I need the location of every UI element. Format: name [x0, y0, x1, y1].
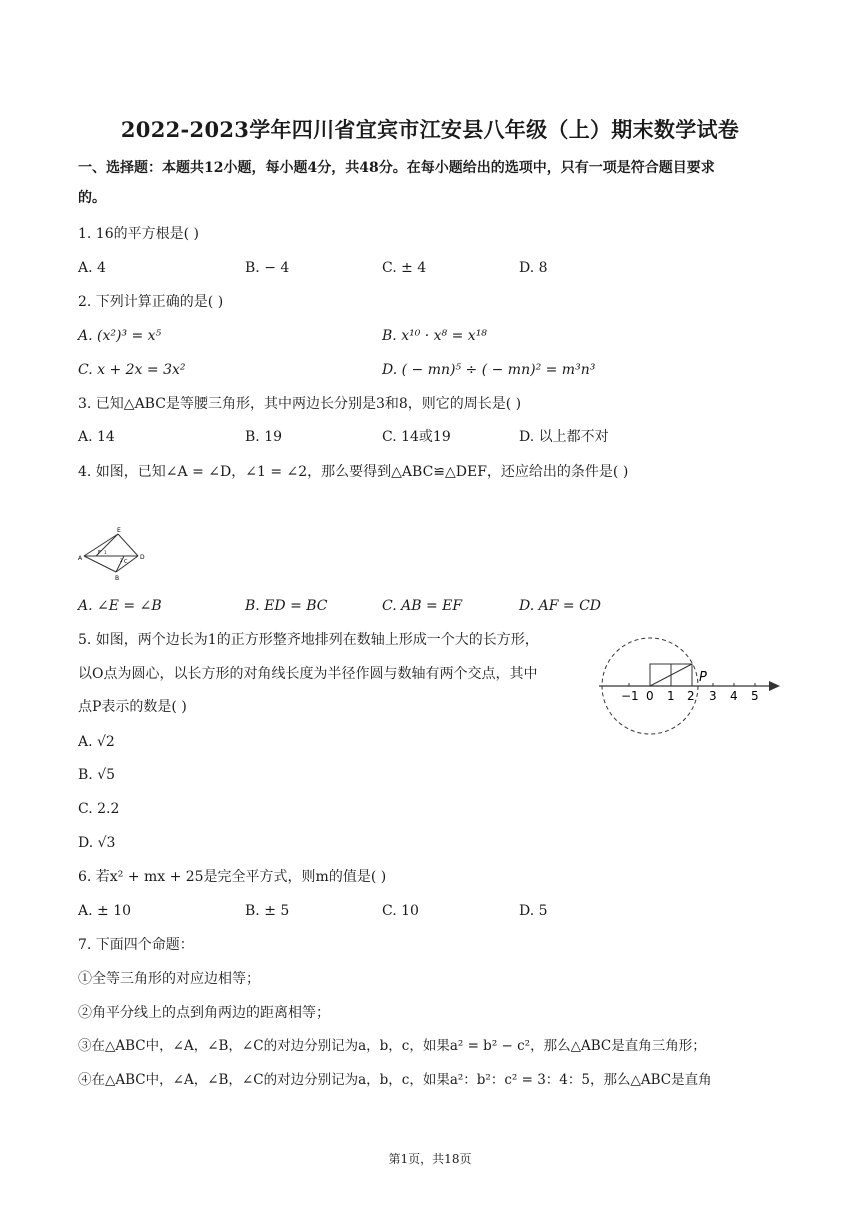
question-2-option-c: C. x + 2x = 3x² [78, 362, 186, 378]
question-2-option-b: B. x¹⁰ · x⁸ = x¹⁸ [382, 328, 487, 344]
question-4-option-a: A. ∠E = ∠B [78, 598, 162, 614]
question-1-option-c: C. ± 4 [382, 260, 427, 276]
question-6-option-a: A. ± 10 [78, 903, 132, 919]
question-5-option-d: D. √3 [78, 835, 116, 851]
question-5-stem-line3: 点P表示的数是( ) [78, 699, 187, 715]
question-7-item-4: ④在△ABC中，∠A，∠B，∠C的对边分别记为a，b，c，如果a²：b²：c² = 3：4：5，那么△ABC是直角 [78, 1072, 712, 1088]
tick-label-2: 2 [687, 689, 695, 703]
question-2-stem: 2. 下列计算正确的是( ) [78, 294, 224, 310]
label-c: C [124, 559, 128, 565]
question-6-option-c: C. 10 [382, 903, 419, 919]
question-7-stem: 7. 下面四个命题： [78, 937, 194, 953]
question-1-option-a: A. 4 [78, 260, 106, 276]
label-2: 2 [120, 558, 123, 563]
question-7-item-1: ①全等三角形的对应边相等； [78, 971, 260, 987]
number-line-figure [597, 630, 782, 742]
point-p-label: P [699, 670, 707, 685]
question-3-option-b: B. 19 [245, 429, 283, 445]
tick-label-5: 5 [751, 689, 759, 703]
tick-label-3: 3 [709, 689, 717, 703]
question-1-option-b: B. − 4 [245, 260, 290, 276]
question-5-option-b: B. √5 [78, 767, 116, 783]
question-1-stem: 1. 16的平方根是( ) [78, 226, 199, 242]
question-2-option-d: D. ( − mn)⁵ ÷ ( − mn)² = m³n³ [382, 362, 596, 378]
question-2-option-a: A. (x²)³ = x⁵ [78, 328, 162, 344]
page-title: 2022-2023学年四川省宜宾市江安县八年级（上）期末数学试卷 [120, 117, 740, 142]
triangle-figure [78, 526, 150, 582]
question-5-option-a: A. √2 [78, 734, 115, 750]
label-1: 1 [104, 550, 107, 555]
question-6-stem: 6. 若x² + mx + 25是完全平方式，则m的值是( ) [78, 869, 387, 885]
question-7-item-2: ②角平分线上的点到角两边的距离相等； [78, 1005, 330, 1021]
question-6-option-d: D. 5 [519, 903, 548, 919]
label-f: F [98, 550, 101, 556]
label-d: D [140, 554, 145, 561]
question-6-option-b: B. ± 5 [245, 903, 290, 919]
label-e: E [117, 527, 121, 534]
question-5-option-c: C. 2.2 [78, 801, 120, 817]
tick-label-4: 4 [730, 689, 738, 703]
question-4-option-b: B. ED = BC [245, 598, 328, 614]
section-heading-line1: 一、选择题：本题共12小题，每小题4分，共48分。在每小题给出的选项中，只有一项是符合题目要求 [78, 160, 715, 176]
tick-label-1: 1 [667, 689, 675, 703]
question-7-item-3: ③在△ABC中，∠A，∠B，∠C的对边分别记为a，b，c，如果a² = b² − c²，那么△ABC是直角三角形； [78, 1038, 706, 1054]
label-b: B [115, 575, 120, 582]
page-footer: 第1页，共18页 [388, 1152, 472, 1166]
question-4-option-d: D. AF = CD [519, 598, 602, 614]
question-5-stem-line2: 以O点为圆心，以长方形的对角线长度为半径作圆与数轴有两个交点，其中 [78, 666, 538, 682]
label-a: A [78, 555, 83, 562]
question-1-option-d: D. 8 [519, 260, 548, 276]
tick-label-neg1: −1 [621, 689, 639, 703]
tick-label-0: 0 [646, 689, 654, 703]
section-heading-line2: 的。 [78, 190, 106, 206]
question-3-option-d: D. 以上都不对 [519, 429, 609, 445]
question-3-option-c: C. 14或19 [382, 429, 451, 445]
question-5-stem-line1: 5. 如图，两个边长为1的正方形整齐地排列在数轴上形成一个大的长方形， [78, 632, 539, 648]
question-3-stem: 3. 已知△ABC是等腰三角形，其中两边长分别是3和8，则它的周长是( ) [78, 396, 522, 412]
question-4-option-c: C. AB = EF [382, 598, 463, 614]
question-4-stem: 4. 如图，已知∠A = ∠D，∠1 = ∠2，那么要得到△ABC≌△DEF，还应给出的条件是( ) [78, 464, 629, 480]
question-3-option-a: A. 14 [78, 429, 115, 445]
